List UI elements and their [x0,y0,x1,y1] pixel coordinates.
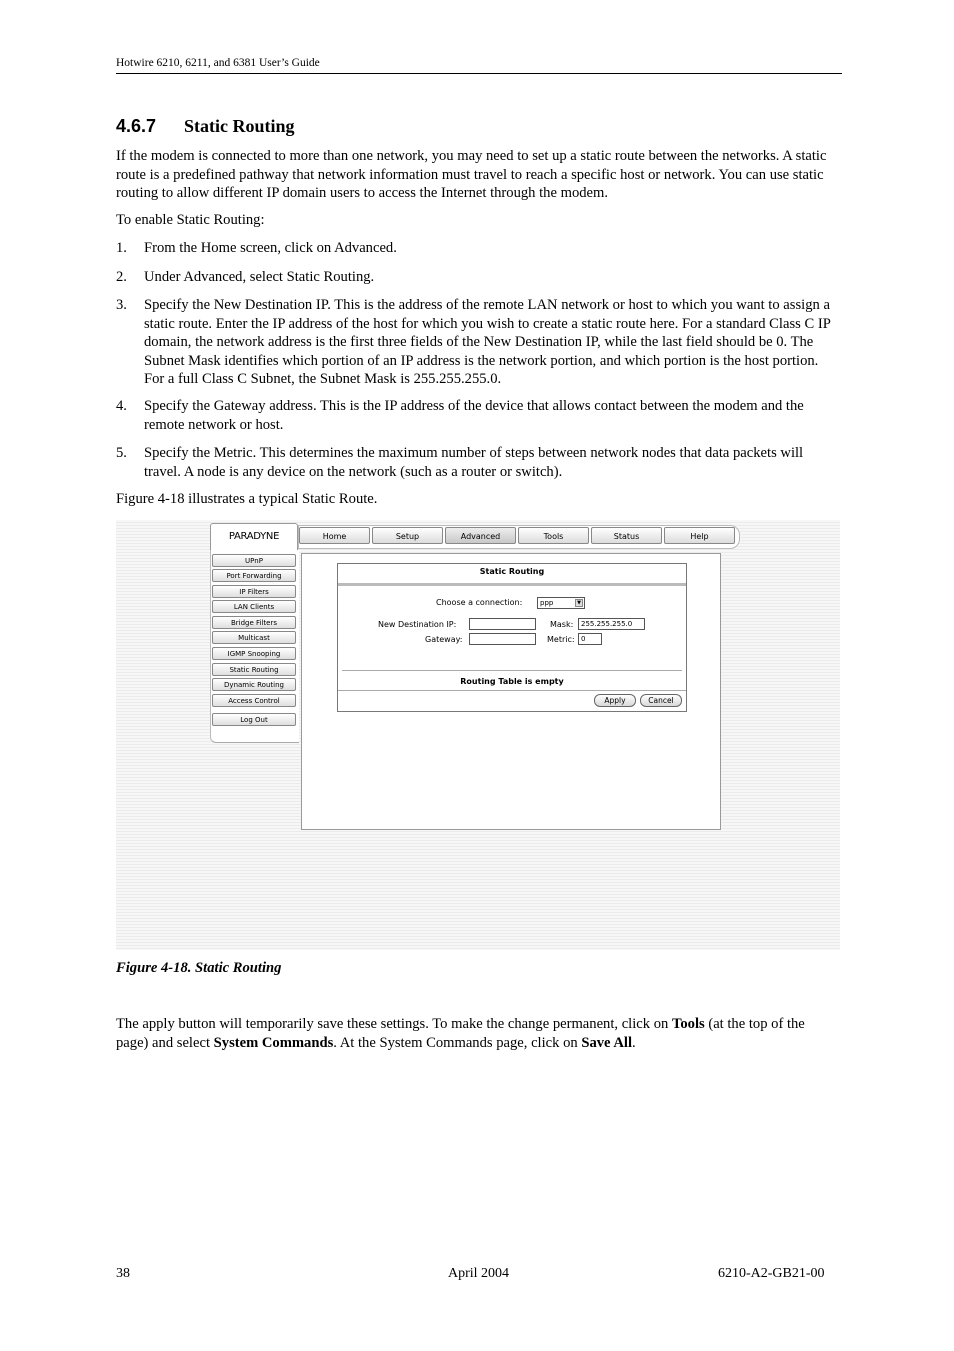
dest-ip-input[interactable] [469,618,536,630]
connection-value: ppp [540,599,554,607]
gateway-input[interactable] [469,633,536,645]
logout-button[interactable]: Log Out [212,713,296,726]
panel-title-divider [338,583,686,586]
step-item [116,444,838,481]
footer-date: April 2004 [448,1266,510,1281]
sidebar-item-access-control[interactable]: Access Control [212,694,296,707]
apply-button[interactable]: Apply [594,694,636,707]
sidebar-item-lan-clients[interactable]: LAN Clients [212,600,296,613]
section-title: Static Routing [184,116,295,136]
sidebar-item-static-routing[interactable]: Static Routing [212,663,296,676]
tab-tools[interactable]: Tools [518,527,589,544]
save-all-emphasis: Save All [581,1034,633,1051]
step-item [116,296,838,389]
step-text: Specify the Metric. This determines the maximum number of steps between network nodes that data packets will travel. A node is any device on the network (such as a router or switch). [144,445,804,480]
paradyne-logo: PARADYNE [210,523,298,551]
connection-label: Choose a connection: [436,598,523,607]
panel-divider [338,690,686,691]
section-number: 4.6.7 [116,116,157,136]
sidebar-item-upnp[interactable]: UPnP [212,554,296,567]
tab-help[interactable]: Help [664,527,735,544]
step-number: 4. [116,398,127,414]
closing-text: . At the System Commands page, click on [333,1034,582,1051]
step-item [116,239,838,258]
closing-text: . [632,1034,636,1051]
panel-divider [342,670,682,671]
figure-intro: Figure 4-18 illustrates a typical Static Route. [116,491,378,507]
step-text: Specify the New Destination IP. This is the address of the remote LAN network or host to which you want to assign a static route. Enter the IP address of the host for which you wish to create a static route here. For a standard Class C IP domain, the network address is the first three fields of the New Destination IP, while the last field should be 0. The Subnet Mask identifies which portion of an IP address is the network portion, and which portion is the host portion. For a full Class C Subnet, the Subnet Mask is 255.255.255.0. [144,297,831,387]
tab-advanced[interactable]: Advanced [445,527,516,544]
routing-table-status: Routing Table is empty [460,677,564,686]
step-text: From the Home screen, click on Advanced. [144,240,397,256]
footer-doc-id: 6210-A2-GB21-00 [718,1266,825,1281]
tools-emphasis: Tools [671,1016,705,1032]
closing-paragraph [116,1015,838,1052]
metric-input[interactable]: 0 [578,633,602,645]
step-number: 3. [116,297,127,313]
section-heading [116,116,295,137]
gateway-label: Gateway: [425,635,463,644]
step-number: 5. [116,445,127,461]
sidebar-item-port-forwarding[interactable]: Port Forwarding [212,569,296,582]
chevron-down-icon: ▼ [575,599,583,607]
step-number: 1. [116,240,127,256]
sidebar-item-ip-filters[interactable]: IP Filters [212,585,296,598]
step-item [116,397,838,434]
mask-label: Mask: [550,620,574,629]
sidebar-item-multicast[interactable]: Multicast [212,631,296,644]
step-number: 2. [116,269,127,285]
step-text: Specify the Gateway address. This is the IP address of the device that allows contact between the modem and the remote network or host. [144,398,804,433]
closing-text: (at the top of the page) and select [116,1016,805,1051]
page-number: 38 [116,1266,130,1281]
tab-status[interactable]: Status [591,527,662,544]
system-commands-emphasis: System Commands [213,1034,334,1051]
dest-ip-label: New Destination IP: [378,620,457,629]
intro-paragraph: If the modem is connected to more than one network, you may need to set up a static route between the networks. A static route is a predefined pathway that network information must travel to reach a specific host or network. You can use static routing to allow different IP domain users to access the Internet through the modem. [116,148,827,201]
step-text: Under Advanced, select Static Routing. [144,269,375,285]
sidebar-item-bridge-filters[interactable]: Bridge Filters [212,616,296,629]
connection-select[interactable] [537,597,585,609]
tab-home[interactable]: Home [299,527,370,544]
figure-caption: Figure 4-18. Static Routing [116,960,282,976]
step-item [116,268,838,287]
running-header: Hotwire 6210, 6211, and 6381 User’s Guide [116,57,320,69]
sidebar-item-igmp-snooping[interactable]: IGMP Snooping [212,647,296,660]
mask-input[interactable]: 255.255.255.0 [578,618,645,630]
panel-title: Static Routing [479,567,545,576]
header-rule [116,73,842,74]
static-routing-figure [116,520,840,950]
sidebar-item-dynamic-routing[interactable]: Dynamic Routing [212,678,296,691]
metric-label: Metric: [547,635,575,644]
cancel-button[interactable]: Cancel [640,694,682,707]
enable-label: To enable Static Routing: [116,212,265,228]
closing-text: The apply button will temporarily save these settings. To make the change permanent, click on [116,1016,672,1032]
tab-setup[interactable]: Setup [372,527,443,544]
